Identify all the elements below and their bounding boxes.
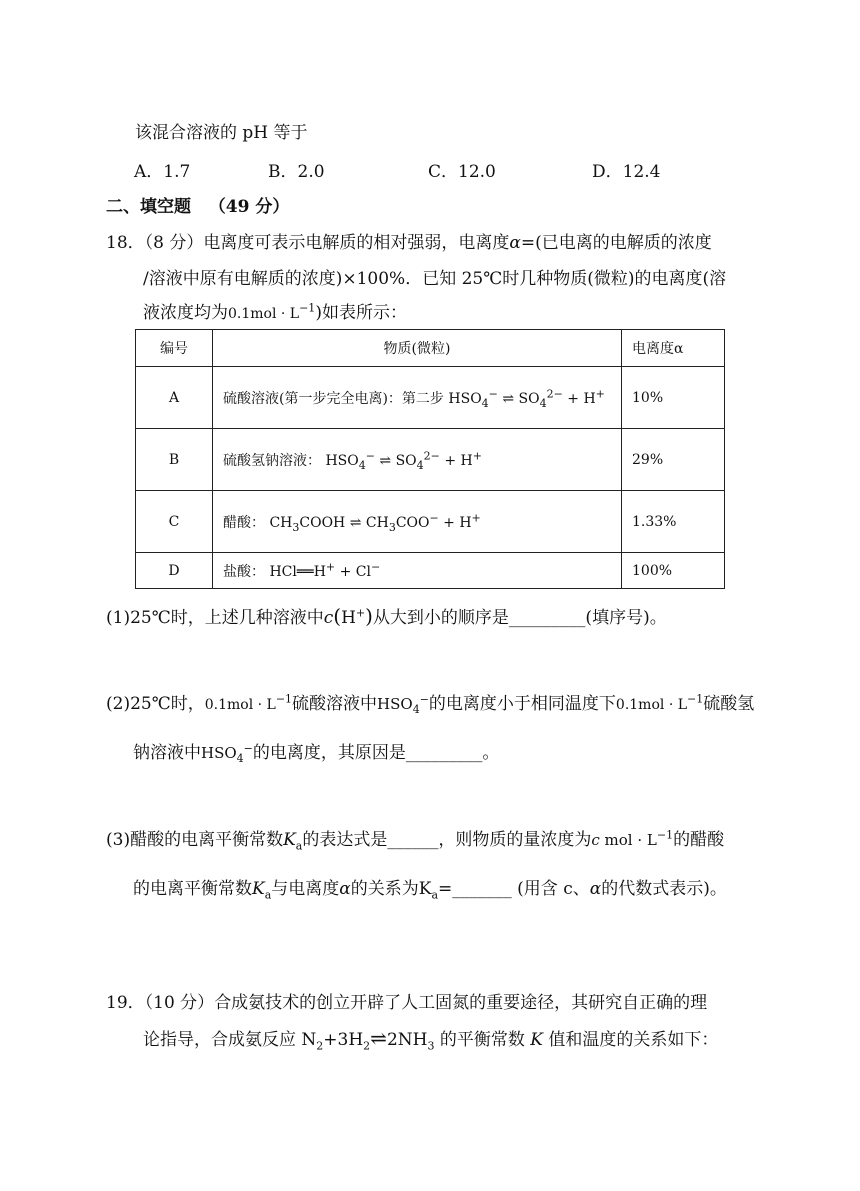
table-cell-id: B (136, 429, 213, 491)
q18-sub1: (1)25℃时，上述几种溶液中c(H+)从大到小的顺序是_________(填序号)。 (106, 604, 667, 628)
ionization-table (135, 329, 725, 589)
section-heading (106, 192, 289, 217)
q18-sub2-line-2: 钠溶液中$HSO_4^-$的电离度，其原因是_________。 (133, 742, 500, 765)
q19-number: 19． (106, 993, 145, 1013)
table-row (136, 491, 725, 553)
table-cell-degree: 100% (622, 553, 725, 589)
table-cell-id: C (136, 491, 213, 553)
q18-points: （8 分） (144, 233, 204, 253)
table-cell-id: A (136, 367, 213, 429)
table-header-substance: 物质(微粒) (213, 330, 622, 367)
q17-tail: 该混合溶液的 pH 等于 (135, 123, 308, 143)
table-row (136, 429, 725, 491)
table-header-row (136, 330, 725, 367)
table-cell-degree: 10% (622, 367, 725, 429)
q18-line-1: 18．（8 分）电离度可表示电解质的相对强弱，电离度α=(已电离的电解质的浓度 (106, 233, 712, 253)
section-score: （49 分） (208, 197, 290, 217)
q18-line-3: 液浓度均为$0.1mol \cdot L^{-1}$)如表所示： (143, 301, 407, 323)
q17-option-a[interactable]: A．1.7 (134, 162, 191, 182)
table-cell-substance: 硫酸氢钠溶液： $HSO_4^-$ ⇌ $SO_4^{2-} + H^+$ (213, 429, 622, 491)
q19-points: （10 分） (144, 993, 215, 1013)
table-cell-substance: 硫酸溶液(第一步完全电离)：第二步 $HSO_4^-$ ⇌ $SO_4^{2-} + H^+$ (213, 367, 622, 429)
q18-sub2-line-1: (2)25℃时，$0.1mol \cdot L^{-1}$硫酸溶液中$HSO_4^-$的电离度小于相同温度下$0.1mol \cdot L^{-1}$硫酸氢 (106, 692, 755, 716)
table-cell-degree: 29% (622, 429, 725, 491)
q18-sub3-line-2: 的电离平衡常数$K_a$与电离度α的关系为$K_a=\_\_\_\_\_\_\_$ (用含 c、α的代数式表示)。 (133, 879, 727, 902)
table-header-degree: 电离度α (622, 330, 725, 367)
q17-option-d[interactable]: D．12.4 (592, 162, 661, 182)
section-title: 二、填空题 (106, 197, 191, 217)
q19-line-2: 论指导，合成氨反应 $N_2+3H_2\rightleftharpoons 2NH_3$ 的平衡常数 K 值和温度的关系如下： (143, 1026, 719, 1053)
q18-sub3-line-1: (3)醋酸的电离平衡常数$K_a$的表达式是______，则物质的量浓度为c mol · $L^{-1}$的醋酸 (106, 828, 725, 853)
q19-line-1: 19．（10 分）合成氨技术的创立开辟了人工固氮的重要途径，其研究自正确的理 (106, 993, 708, 1013)
table-row (136, 553, 725, 589)
table-cell-id: D (136, 553, 213, 589)
table-row (136, 367, 725, 429)
q18-line-2: /溶液中原有电解质的浓度)×100%．已知 25℃时几种物质(微粒)的电离度(溶 (143, 269, 727, 289)
q17-option-b[interactable]: B．2.0 (268, 162, 325, 182)
table-cell-substance: 盐酸： HCl══H+ + Cl− (213, 553, 622, 589)
table-header-id: 编号 (136, 330, 213, 367)
table-cell-degree: 1.33% (622, 491, 725, 553)
table-cell-substance: 醋酸： $CH_3COOH$ ⇌ $CH_3COO^- + H^+$ (213, 491, 622, 553)
q18-number: 18． (106, 233, 145, 253)
q17-option-c[interactable]: C．12.0 (428, 162, 496, 182)
